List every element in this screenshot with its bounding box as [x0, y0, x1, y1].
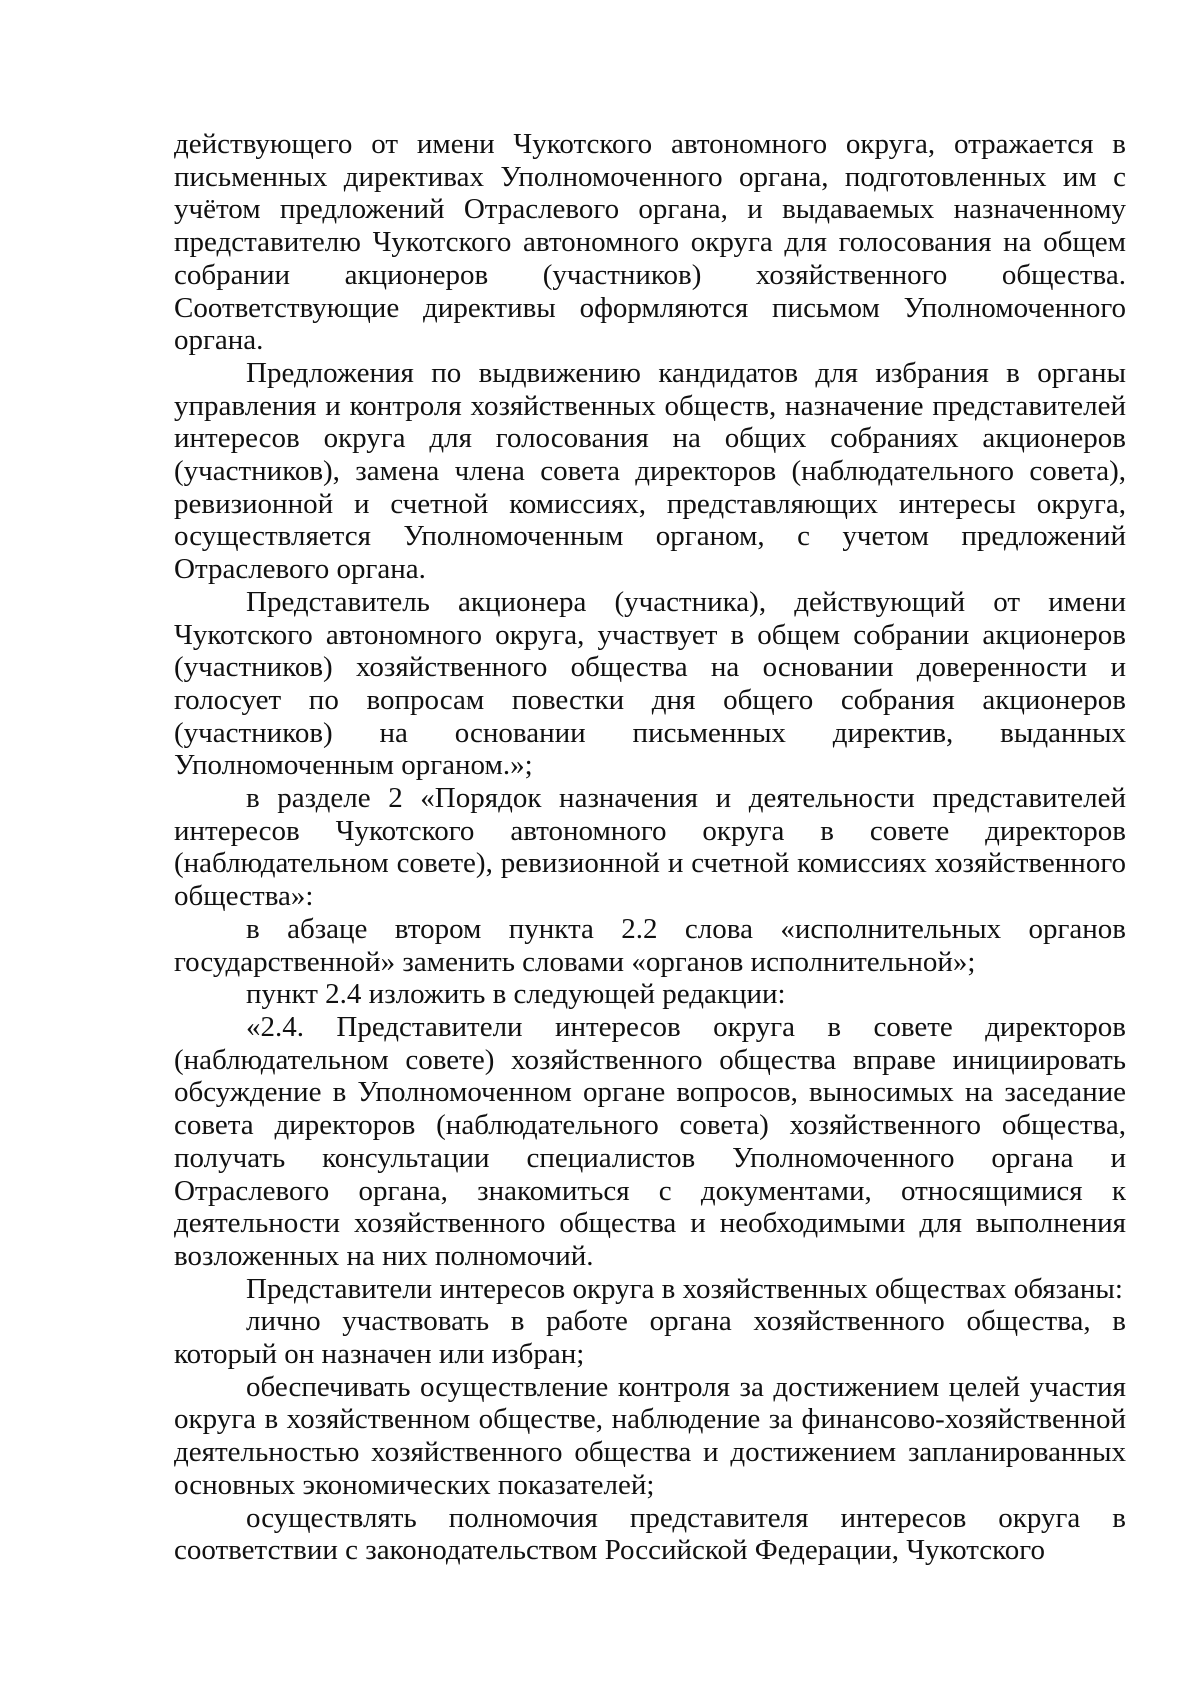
paragraph-obligation-powers: осуществлять полномочия представителя интересов округа в соответствии с законодательством Российской Федерации, Чукотского: [174, 1501, 1126, 1567]
paragraph-item-2-4-intro: пункт 2.4 изложить в следующей редакции:: [246, 978, 786, 1011]
paragraph-section-2: в разделе 2 «Порядок назначения и деятельности представителей интересов Чукотского автономного округа в совете директоров (наблюдательном совете), ревизионной и счетной комиссиях хозяйственного общества»:: [174, 782, 1126, 913]
paragraph-obligation-participate: лично участвовать в работе органа хозяйственного общества, в который он назначен или избран;: [174, 1305, 1126, 1371]
paragraph-item-2-2: в абзаце втором пункта 2.2 слова «исполнительных органов государственной» заменить словами «органов исполнительной»;: [174, 912, 1126, 978]
paragraph-directives: действующего от имени Чукотского автономного округа, отражается в письменных директивах Уполномоченного органа, подготовленных им с учётом предложений Отраслевого органа, и выдаваемых назначенному представителю Чукотского автономного округа для голосования на общем собрании акционеров (участников) хозяйственного общества. Соответствующие директивы оформляются письмом Уполномоченного органа.: [174, 128, 1126, 357]
paragraph-obligation-control: обеспечивать осуществление контроля за достижением целей участия округа в хозяйственном обществе, наблюдение за финансово-хозяйственной деятельностью хозяйственного общества и достижением запланированных основных экономических показателей;: [174, 1370, 1126, 1501]
paragraph-candidates: Предложения по выдвижению кандидатов для избрания в органы управления и контроля хозяйственных обществ, назначение представителей интересов округа для голосования на общих собраниях акционеров (участников), замена члена совета директоров (наблюдательного совета), ревизионной и счетной комиссиях, представляющих интересы округа, осуществляется Уполномоченным органом, с учетом предложений Отраслевого органа.: [174, 356, 1126, 586]
paragraph-obligations: Представители интересов округа в хозяйственных обществах обязаны:: [246, 1272, 1123, 1305]
document-body: [174, 128, 1126, 1567]
paragraph-item-2-4: «2.4. Представители интересов округа в совете директоров (наблюдательном совете) хозяйственного общества вправе инициировать обсуждение в Уполномоченном органе вопросов, выносимых на заседание совета директоров (наблюдательного совета) хозяйственного общества, получать консультации специалистов Уполномоченного органа и Отраслевого органа, знакомиться с документами, относящимися к деятельности хозяйственного общества и необходимыми для выполнения возложенных на них полномочий.: [174, 1010, 1126, 1272]
paragraph-shareholder-representative: Представитель акционера (участника), действующий от имени Чукотского автономного округа, участвует в общем собрании акционеров (участников) хозяйственного общества на основании доверенности и голосует по вопросам повестки дня общего собрания акционеров (участников) на основании письменных директив, выданных Уполномоченным органом.»;: [174, 585, 1126, 782]
